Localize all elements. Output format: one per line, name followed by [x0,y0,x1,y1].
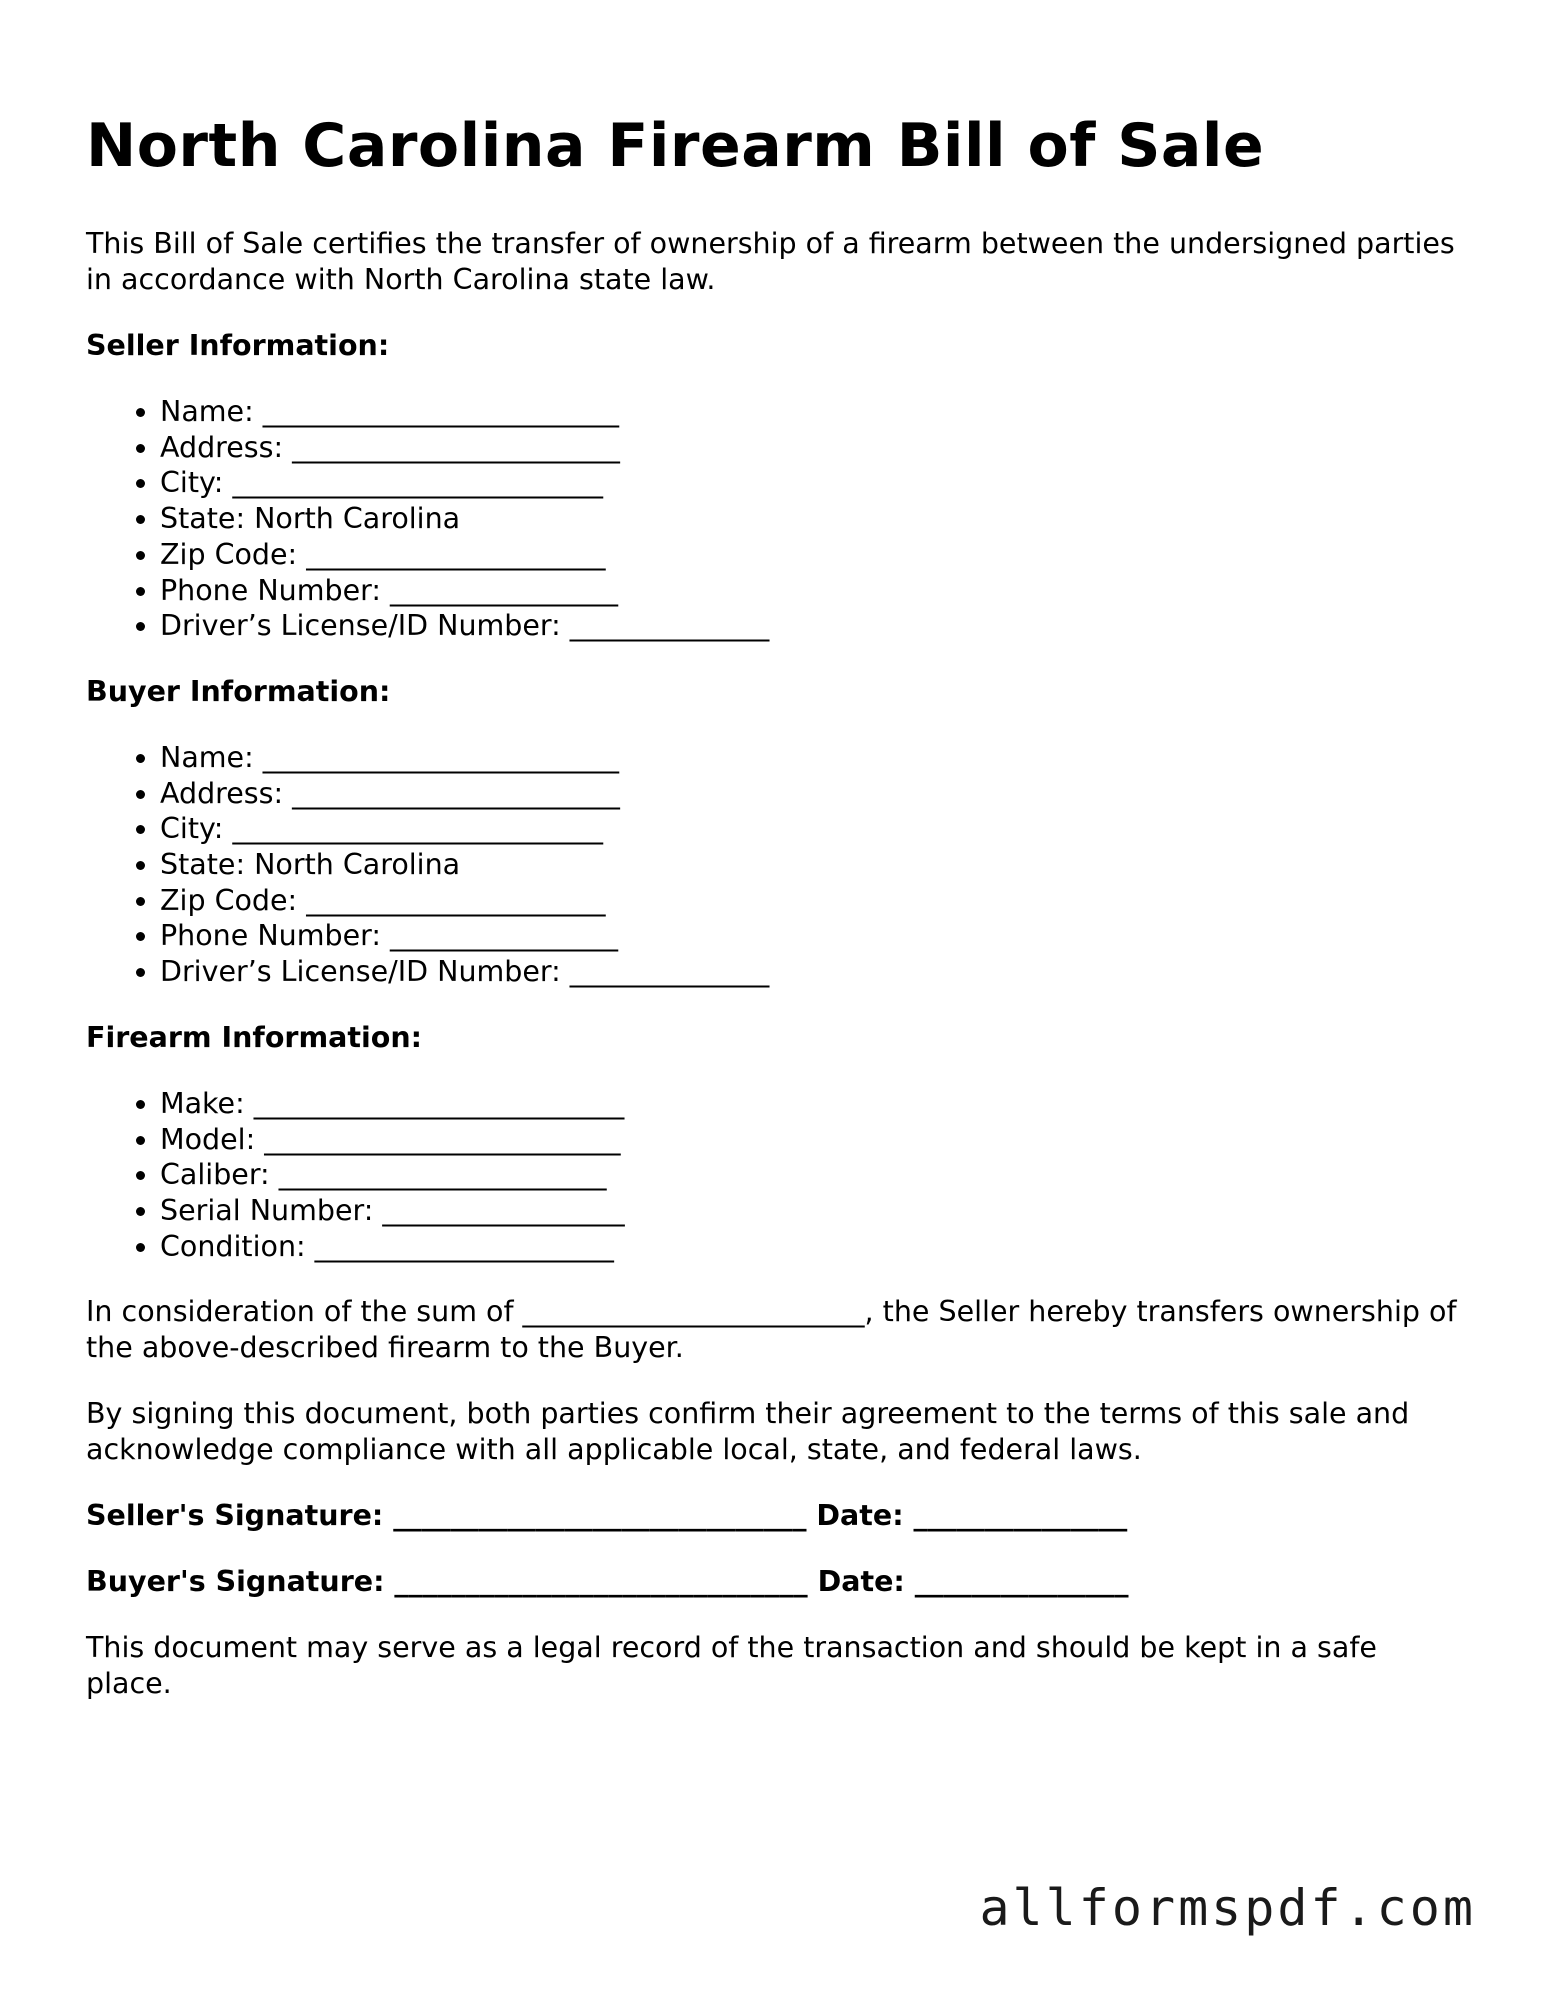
firearm-serial-field: • Serial Number: _________________ [160,1193,1466,1229]
firearm-section-heading: Firearm Information: [86,1020,423,1054]
buyer-city-field: • City: __________________________ [160,811,1466,847]
firearm-model-field: • Model: _________________________ [160,1122,1466,1158]
buyer-state-field: • State: North Carolina [160,847,1466,883]
buyer-signature-line: Buyer's Signature: _____________________________ Date: _______________ [86,1565,1129,1599]
seller-name-field: • Name: _________________________ [160,394,1466,430]
intro-paragraph: This Bill of Sale certifies the transfer of ownership of a firearm between the undersigned parties in accordance with North Carolina state law. [86,227,1455,296]
buyer-address-field: • Address: _______________________ [160,776,1466,812]
seller-zip-field: • Zip Code: _____________________ [160,537,1466,573]
bill-of-sale-document [86,104,1466,1732]
seller-license-field: • Driver’s License/ID Number: ______________ [160,608,1466,644]
seller-state-field: • State: North Carolina [160,501,1466,537]
seller-signature-line: Seller's Signature: _____________________________ Date: _______________ [86,1499,1128,1533]
firearm-caliber-field: • Caliber: _______________________ [160,1157,1466,1193]
agreement-paragraph: By signing this document, both parties confirm their agreement to the terms of this sale and acknowledge compliance with all applicable local, state, and federal laws. [86,1397,1410,1467]
seller-city-field: • City: __________________________ [160,465,1466,501]
consideration-paragraph: In consideration of the sum of ________________________, the Seller hereby transfers ownership of the above-described firearm to the Buyer. [86,1295,1457,1365]
seller-fields-list [86,394,1466,644]
buyer-zip-field: • Zip Code: _____________________ [160,883,1466,919]
seller-section-heading: Seller Information: [86,329,390,362]
buyer-section-heading: Buyer Information: [86,674,391,708]
seller-phone-field: • Phone Number: ________________ [160,573,1466,609]
buyer-name-field: • Name: _________________________ [160,740,1466,776]
buyer-phone-field: • Phone Number: ________________ [160,918,1466,954]
firearm-fields-list [86,1086,1466,1265]
site-watermark: allformspdf.com [979,1879,1476,1937]
firearm-condition-field: • Condition: _____________________ [160,1229,1466,1265]
buyer-license-field: • Driver’s License/ID Number: ______________ [160,954,1466,990]
firearm-make-field: • Make: __________________________ [160,1086,1466,1122]
seller-address-field: • Address: _______________________ [160,430,1466,466]
closing-paragraph: This document may serve as a legal record of the transaction and should be kept in a safe place. [86,1631,1377,1701]
buyer-fields-list [86,740,1466,990]
page-title: North Carolina Firearm Bill of Sale [86,111,1265,181]
